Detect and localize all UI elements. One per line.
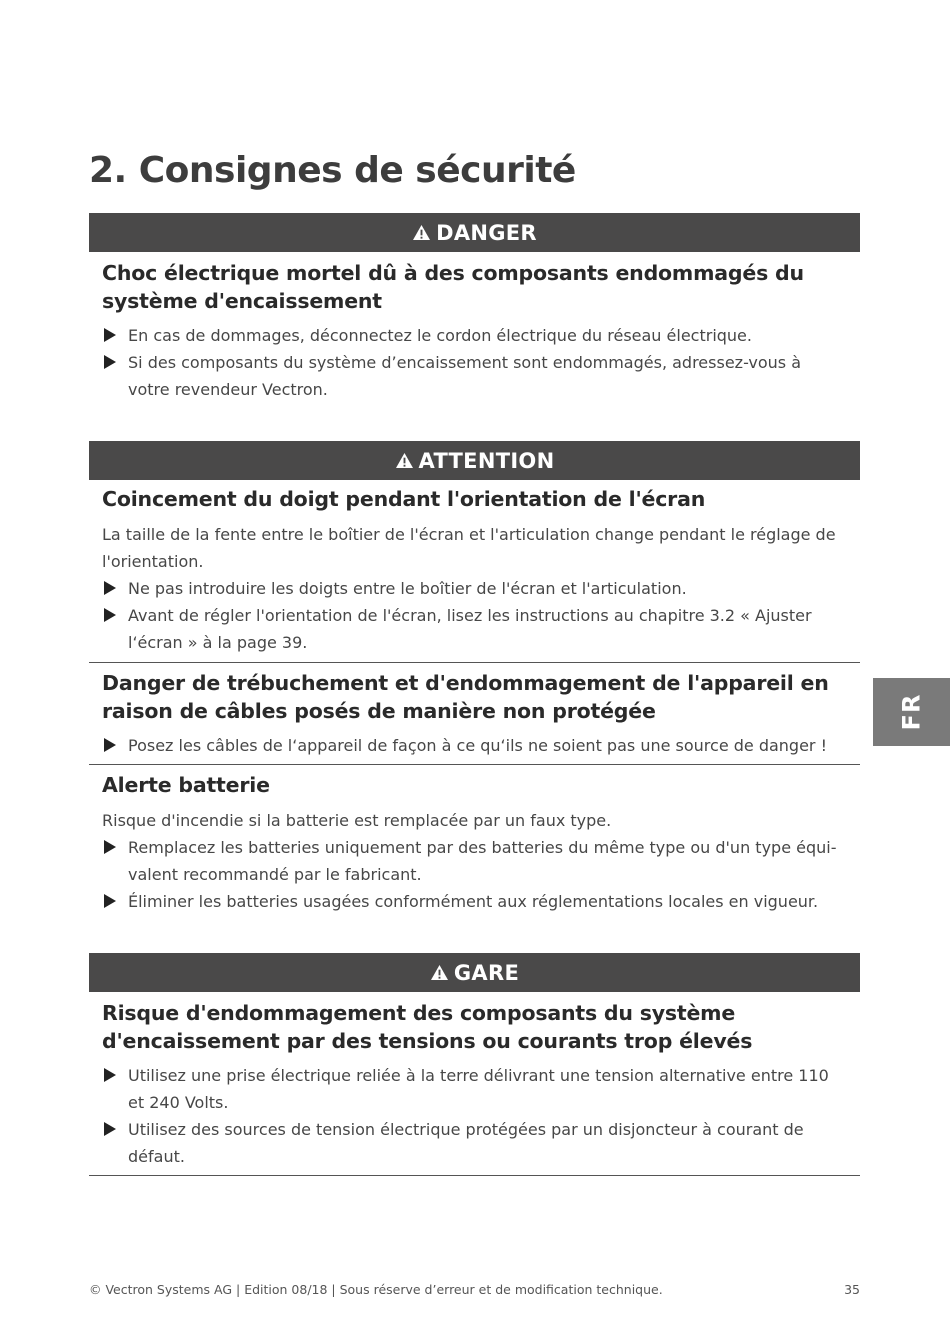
finger-list [102,575,847,656]
warning-icon [395,452,414,469]
divider [89,662,860,663]
list-item: Si des composants du système d’encaissement sont endommagés, adressez-vous à votre revendeur Vectron. [102,349,847,403]
attention-block-cables [102,669,847,759]
footer [89,1282,860,1297]
language-tab-label: FR [897,693,926,731]
arrow-right-icon [104,355,116,369]
list-item: Ne pas introduire les doigts entre le boîtier de l'écran et l'articulation. [102,575,847,602]
list-item: Utilisez une prise électrique reliée à la terre délivrant une tension alternative entre 110 et 240 Volts. [102,1062,847,1116]
page-title: 2. Consignes de sécurité [89,150,576,191]
attention-label: ATTENTION [418,448,555,473]
divider [89,1175,860,1176]
list-item: Éliminer les batteries usagées conformément aux réglementations locales en vigueur. [102,888,847,915]
language-tab [873,678,950,746]
warning-icon [412,224,431,241]
danger-heading: Choc électrique mortel dû à des composants endommagés du système d'encaissement [102,261,804,313]
finger-heading: Coincement du doigt pendant l'orientation de l'écran [102,487,706,511]
footer-text: © Vectron Systems AG | Edition 08/18 | Sous réserve d’erreur et de modification technique. [89,1282,663,1297]
page-number: 35 [844,1282,860,1297]
arrow-right-icon [104,1068,116,1082]
finger-text: La taille de la fente entre le boîtier de l'écran et l'articulation change pendant le réglage de l'orientation. [102,525,836,571]
divider [89,764,860,765]
list-item: En cas de dommages, déconnectez le cordon électrique du réseau électrique. [102,322,847,349]
arrow-right-icon [104,1122,116,1136]
arrow-right-icon [104,328,116,342]
gare-list [102,1062,847,1170]
battery-heading: Alerte batterie [102,773,270,797]
danger-block [102,259,847,403]
list-item: Posez les câbles de l‘appareil de façon à ce qu‘ils ne soient pas une source de danger ! [102,732,847,759]
cables-list [102,732,847,759]
gare-banner [89,953,860,992]
danger-list [102,322,847,403]
gare-block [102,999,847,1170]
list-item: Utilisez des sources de tension électrique protégées par un disjoncteur à courant de défaut. [102,1116,847,1170]
arrow-right-icon [104,581,116,595]
battery-text: Risque d'incendie si la batterie est remplacée par un faux type. [102,811,612,830]
arrow-right-icon [104,894,116,908]
attention-block-battery [102,771,847,915]
arrow-right-icon [104,738,116,752]
arrow-right-icon [104,840,116,854]
gare-label: GARE [453,960,520,985]
cables-heading: Danger de trébuchement et d'endommagement de l'appareil en raison de câbles posés de manière non protégée [102,671,829,723]
list-item: Avant de régler l'orientation de l'écran, lisez les instructions au chapitre 3.2 « Ajuster l‘écran » à la page 39. [102,602,847,656]
attention-block-finger [102,485,847,656]
danger-label: DANGER [436,220,537,245]
battery-list [102,834,847,915]
attention-banner [89,441,860,480]
gare-heading: Risque d'endommagement des composants du système d'encaissement par des tensions ou courants trop élevés [102,1001,753,1053]
arrow-right-icon [104,608,116,622]
list-item: Remplacez les batteries uniquement par des batteries du même type ou d'un type équi-valent recommandé par le fabricant. [102,834,847,888]
warning-icon [430,964,449,981]
danger-banner [89,213,860,252]
